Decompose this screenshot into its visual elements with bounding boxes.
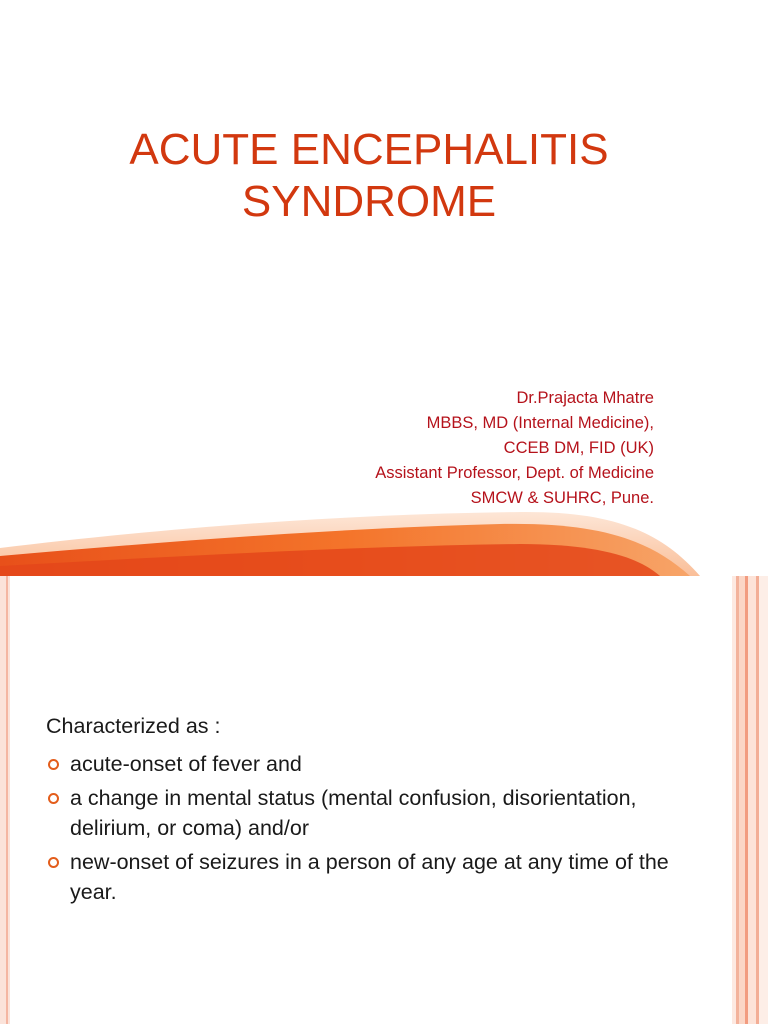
hollow-circle-bullet-icon: [48, 759, 59, 770]
author-position: Assistant Professor, Dept. of Medicine: [375, 464, 654, 482]
author-degree: MBBS, MD (Internal Medicine),: [426, 414, 654, 432]
slide-body: [46, 711, 686, 911]
left-border-line: [6, 576, 8, 1024]
list-item: [46, 847, 686, 907]
slide-title-line-1: ACUTE ENCEPHALITIS: [129, 125, 609, 174]
author-qualifications: CCEB DM, FID (UK): [503, 439, 654, 457]
list-item: [46, 749, 686, 779]
body-heading: Characterized as :: [46, 714, 221, 738]
author-block: [254, 386, 654, 511]
decorative-swoosh: [0, 500, 768, 576]
bullet-text-3: new-onset of seizures in a person of any age at any time of the year.: [70, 850, 669, 904]
author-institution: SMCW & SUHRC, Pune.: [470, 489, 654, 507]
slide-title-line-2: SYNDROME: [241, 177, 497, 226]
left-border-band: [0, 576, 10, 1024]
definition-slide: [0, 576, 768, 1024]
bullet-text-2: a change in mental status (mental confusion, disorientation, delirium, or coma) and/or: [70, 786, 637, 840]
author-name: Dr.Prajacta Mhatre: [516, 389, 654, 407]
hollow-circle-bullet-icon: [48, 857, 59, 868]
bullet-text-1: acute-onset of fever and: [70, 752, 302, 776]
hollow-circle-bullet-icon: [48, 793, 59, 804]
right-border-stripes: [732, 576, 768, 1024]
list-item: [46, 783, 686, 843]
bullet-list: [46, 749, 686, 907]
slide-title: [84, 124, 654, 228]
